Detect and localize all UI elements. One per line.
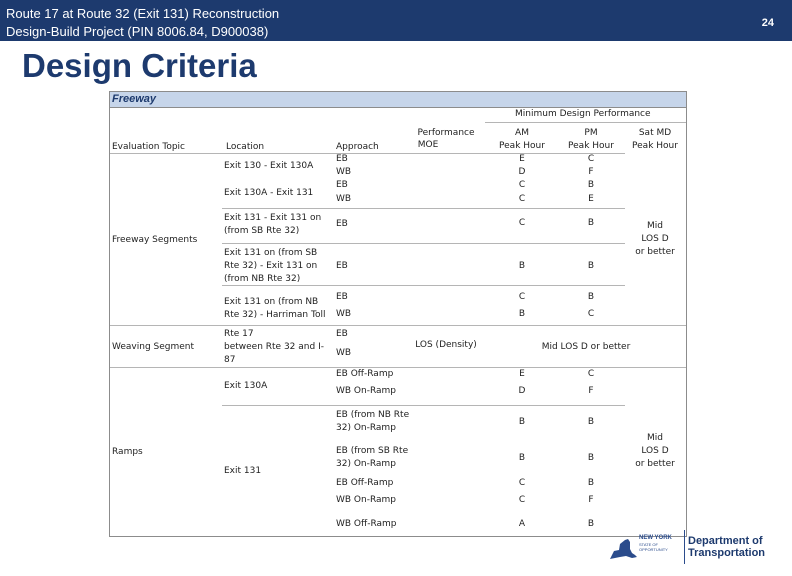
- approach-6: EB: [336, 261, 348, 271]
- approach-3: EB: [336, 180, 348, 190]
- approach-5: EB: [336, 219, 348, 229]
- am-value: D: [518, 167, 526, 177]
- divider: [222, 405, 625, 406]
- am-value: C: [518, 292, 526, 302]
- approach-11: EB Off-Ramp: [336, 369, 394, 379]
- approach-17: WB Off-Ramp: [336, 519, 397, 529]
- page-title: Design Criteria: [22, 47, 257, 84]
- weaving-value: Mid LOS D or better: [541, 342, 631, 352]
- approach-13-line1: EB (from NB Rte: [336, 410, 410, 420]
- pm-value: B: [587, 261, 595, 271]
- col-header-am-line1: AM: [515, 128, 529, 138]
- am-value: B: [518, 453, 526, 463]
- approach-15: EB Off-Ramp: [336, 478, 394, 488]
- col-header-pm-line2: Peak Hour: [568, 141, 614, 151]
- divider: [222, 285, 625, 286]
- location-3-line1: Exit 131 - Exit 131 on: [224, 213, 322, 223]
- sat-ramps-line1: Mid: [647, 433, 663, 443]
- am-value: C: [518, 180, 526, 190]
- pm-value: B: [587, 478, 595, 488]
- approach-10: WB: [336, 348, 352, 358]
- col-header-approach: Approach: [336, 142, 379, 152]
- divider: [222, 208, 625, 209]
- col-header-pm-line1: PM: [584, 128, 598, 138]
- approach-16: WB On-Ramp: [336, 495, 397, 505]
- pm-value: B: [587, 292, 595, 302]
- design-criteria-table: [109, 91, 687, 537]
- am-value: C: [518, 194, 526, 204]
- pm-value: B: [587, 417, 595, 427]
- pm-value: C: [587, 154, 595, 164]
- am-value: B: [518, 261, 526, 271]
- approach-13-line2: 32) On-Ramp: [336, 423, 396, 433]
- location-5-line2: Rte 32) - Harriman Toll: [224, 310, 326, 320]
- topic-ramps: Ramps: [112, 447, 143, 457]
- location-6-line1: Rte 17: [224, 329, 254, 339]
- location-6-line3: 87: [224, 355, 236, 365]
- location-3-line2: (from SB Rte 32): [224, 226, 300, 236]
- location-4-line3: (from NB Rte 32): [224, 274, 301, 284]
- am-value: C: [518, 495, 526, 505]
- sat-freeway-line1: Mid: [647, 221, 663, 231]
- logo-state-text: NEW YORK: [639, 535, 672, 541]
- sat-freeway-line2: LOS D: [641, 234, 669, 244]
- pm-value: B: [587, 218, 595, 228]
- am-value: C: [518, 478, 526, 488]
- location-4-line1: Exit 131 on (from SB: [224, 248, 318, 258]
- am-value: E: [519, 369, 525, 379]
- pm-value: B: [587, 180, 595, 190]
- sat-ramps-line3: or better: [635, 459, 675, 469]
- col-header-moe-line1: Performance: [417, 128, 475, 138]
- approach-2: WB: [336, 167, 352, 177]
- logo-dept-line2: Transportation: [688, 547, 766, 559]
- sat-ramps-line2: LOS D: [641, 446, 669, 456]
- am-value: B: [518, 309, 526, 319]
- approach-8: WB: [336, 309, 352, 319]
- col-header-am-line2: Peak Hour: [499, 141, 545, 151]
- approach-9: EB: [336, 329, 348, 339]
- divider: [110, 153, 625, 154]
- pm-value: F: [588, 495, 594, 505]
- approach-14-line1: EB (from SB Rte: [336, 446, 409, 456]
- moe-value: LOS (Density): [415, 340, 477, 350]
- logo-dept-line1: Department of: [688, 535, 763, 547]
- pm-value: B: [587, 519, 595, 529]
- divider: [485, 122, 686, 123]
- logo-divider: [684, 530, 685, 564]
- location-4-line2: Rte 32) - Exit 131 on: [224, 261, 318, 271]
- approach-4: WB: [336, 194, 352, 204]
- section-bar: [110, 92, 686, 108]
- approach-7: EB: [336, 292, 348, 302]
- location-1: Exit 130 - Exit 130A: [224, 161, 314, 171]
- sat-freeway-line3: or better: [635, 247, 675, 257]
- col-header-location: Location: [226, 142, 265, 152]
- col-header-sat-line1: Sat MD: [638, 128, 672, 138]
- location-7: Exit 130A: [224, 381, 268, 391]
- pm-value: C: [587, 309, 595, 319]
- topic-freeway-segments: Freeway Segments: [112, 235, 198, 245]
- am-value: C: [518, 218, 526, 228]
- pm-value: F: [588, 167, 594, 177]
- group-header: Minimum Design Performance: [515, 109, 651, 119]
- approach-12: WB On-Ramp: [336, 386, 397, 396]
- location-5-line1: Exit 131 on (from NB: [224, 297, 319, 307]
- divider: [222, 243, 625, 244]
- page-number: 24: [761, 17, 774, 29]
- location-2: Exit 130A - Exit 131: [224, 188, 314, 198]
- am-value: A: [518, 519, 526, 529]
- pm-value: F: [588, 386, 594, 396]
- am-value: D: [518, 386, 526, 396]
- logo-state-subtext: STATE OF OPPORTUNITY: [639, 542, 668, 552]
- location-6-line2: between Rte 32 and I-: [224, 342, 324, 352]
- topic-weaving-segment: Weaving Segment: [112, 342, 195, 352]
- am-value: E: [519, 154, 525, 164]
- col-header-moe-line2: MOE: [417, 140, 439, 150]
- divider: [110, 325, 686, 326]
- pm-value: E: [588, 194, 594, 204]
- pm-value: C: [587, 369, 595, 379]
- pm-value: B: [587, 453, 595, 463]
- approach-14-line2: 32) On-Ramp: [336, 459, 396, 469]
- header-bar: [0, 0, 792, 41]
- approach-1: EB: [336, 154, 348, 164]
- header-title-line1: Route 17 at Route 32 (Exit 131) Reconstruction: [6, 6, 280, 21]
- col-header-sat-line2: Peak Hour: [632, 141, 678, 151]
- col-header-evaluation-topic: Evaluation Topic: [112, 142, 185, 152]
- header-title-line2: Design-Build Project (PIN 8006.84, D900038): [6, 24, 269, 39]
- new-york-state-logo-icon: [606, 537, 638, 563]
- location-8: Exit 131: [224, 466, 262, 476]
- section-title: Freeway: [112, 93, 157, 105]
- am-value: B: [518, 417, 526, 427]
- divider: [110, 367, 686, 368]
